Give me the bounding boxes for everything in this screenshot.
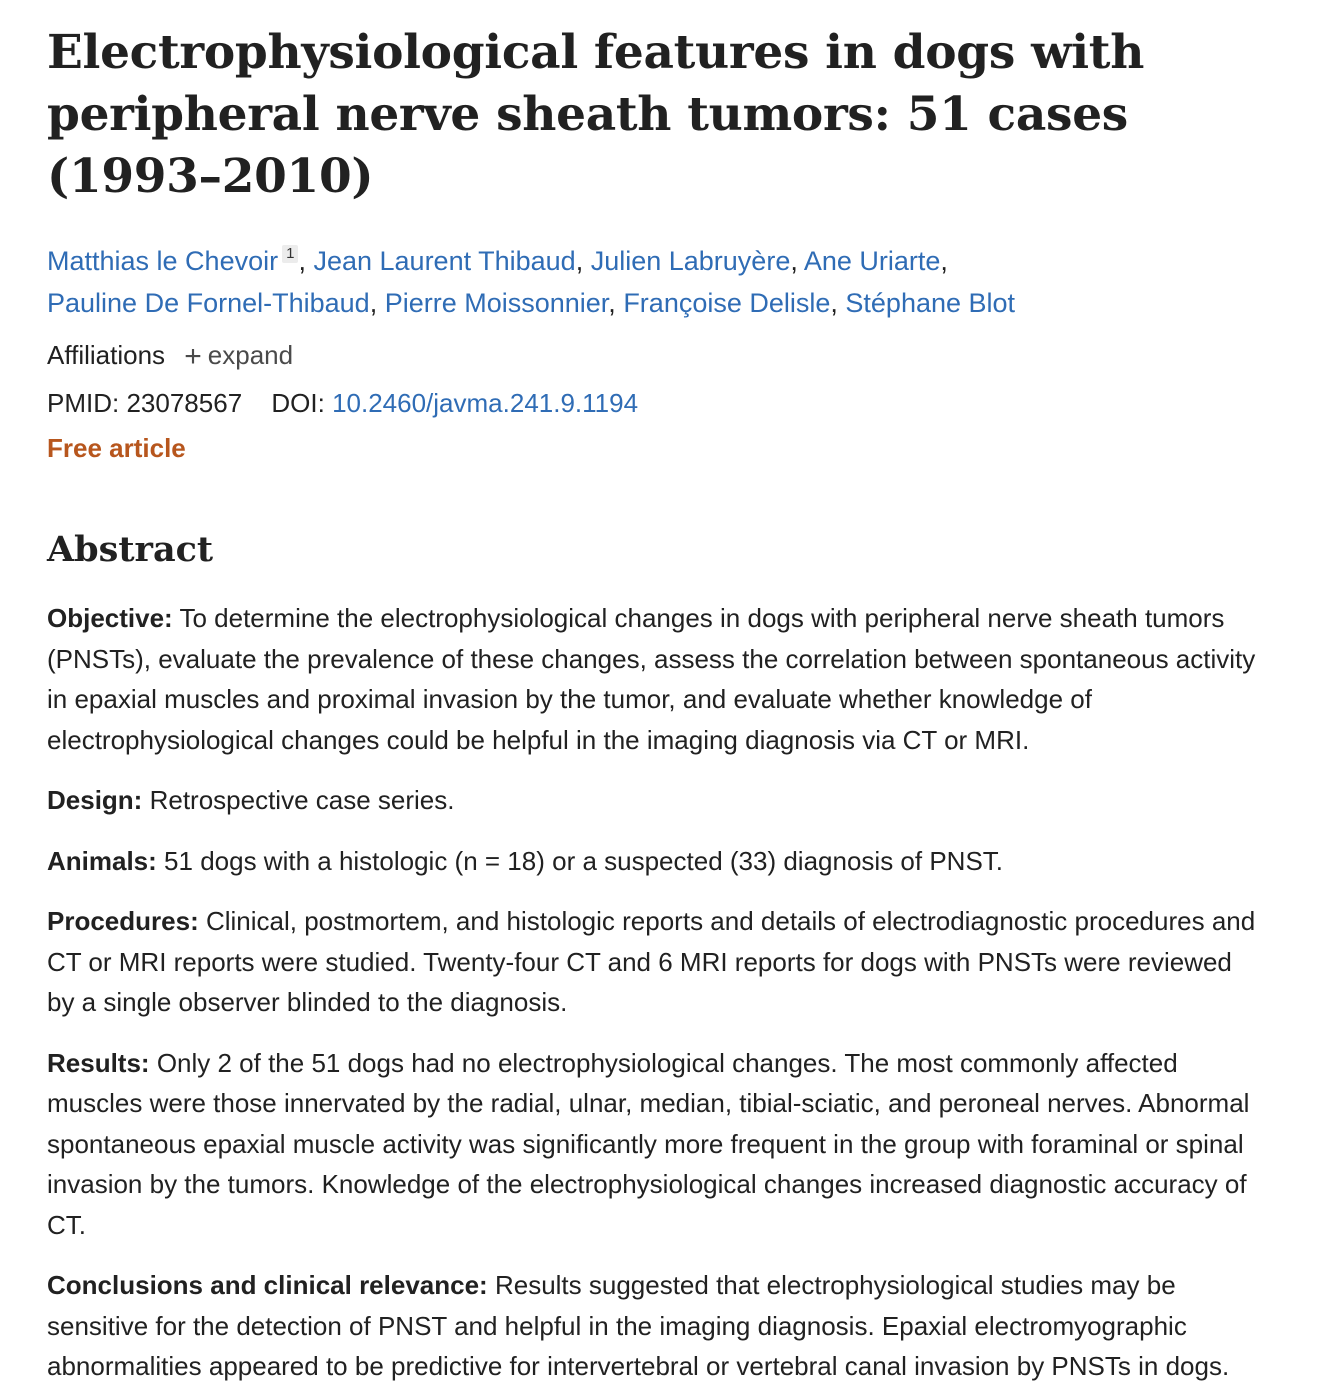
authors-list: Matthias le Chevoir 1 , Jean Laurent Thibaud, Julien Labruyère, Ane Uriarte, Pauline De Fornel-Thibaud, Pierre Moissonnier, Françoise Delisle, Stéphane Blot	[47, 245, 1016, 318]
section-label: Design:	[47, 785, 143, 815]
section-text: Retrospective case series.	[149, 785, 455, 815]
section-text: Clinical, postmortem, and histologic reports and details of electrodiagnostic procedures and CT or MRI reports were studied. Twenty-four CT and 6 MRI reports for dogs with PNSTs were reviewed by a single observer blinded to the diagnosis.	[47, 906, 1256, 1017]
author-link[interactable]: Matthias le Chevoir	[47, 246, 279, 276]
author-link[interactable]: Pauline De Fornel-Thibaud	[47, 288, 370, 318]
author-link[interactable]: Julien Labruyère	[590, 246, 791, 276]
pmid-value: 23078567	[126, 388, 243, 418]
author-link[interactable]: Stéphane Blot	[845, 288, 1016, 318]
author-link[interactable]: Françoise Delisle	[623, 288, 831, 318]
affiliations-row	[47, 338, 1260, 374]
doi-label: DOI:	[271, 388, 325, 418]
abstract-objective	[47, 598, 1260, 760]
section-label: Animals:	[47, 845, 157, 876]
abstract-conclusions	[47, 1265, 1260, 1387]
expand-affiliations-button[interactable]	[184, 338, 293, 374]
abstract-results	[47, 1043, 1260, 1246]
expand-label: expand	[207, 340, 294, 370]
abstract-heading: Abstract	[47, 529, 214, 570]
section-text: Only 2 of the 51 dogs had no electrophysiological changes. The most commonly affected muscles were those innervated by the radial, ulnar, median, tibial-sciatic, and peroneal nerves. Abnormal spontaneous epaxial muscle activity was significantly more frequent in the group with foraminal or spinal invasion by the tumors. Knowledge of the electrophysiological changes increased diagnostic accuracy of CT.	[47, 1047, 1250, 1240]
section-label: Procedures:	[47, 906, 199, 936]
author-link[interactable]: Jean Laurent Thibaud	[313, 246, 576, 276]
abstract-design	[47, 780, 1260, 821]
section-text: To determine the electrophysiological changes in dogs with peripheral nerve sheath tumors (PNSTs), evaluate the prevalence of these changes, assess the correlation between spontaneous activity in epaxial muscles and proximal invasion by the tumor, and evaluate whether knowledge of electrophysiological changes could be helpful in the imaging diagnosis via CT or MRI.	[47, 603, 1256, 755]
identifiers-row	[47, 386, 1260, 420]
affiliations-label: Affiliations	[47, 340, 166, 370]
plus-icon: +	[184, 340, 202, 373]
abstract-procedures	[47, 901, 1260, 1023]
doi-link[interactable]: 10.2460/javma.241.9.1194	[332, 388, 639, 418]
author-link[interactable]: Ane Uriarte	[803, 246, 941, 276]
free-article-badge: Free article	[47, 433, 186, 463]
abstract-animals	[47, 841, 1260, 882]
section-text: Results suggested that electrophysiological studies may be sensitive for the detection of PNST and helpful in the imaging diagnosis. Epaxial electromyographic abnormalities appeared to be predictive for intervertebral or vertebral canal invasion by PNSTs in dogs.	[47, 1270, 1230, 1381]
section-text: 51 dogs with a histologic (n = 18) or a suspected (33) diagnosis of PNST.	[164, 845, 1004, 876]
section-label: Conclusions and clinical relevance:	[47, 1270, 488, 1300]
section-label: Results:	[47, 1047, 150, 1078]
section-label: Objective:	[47, 603, 173, 633]
pmid-label: PMID:	[47, 388, 120, 418]
article-title: Electrophysiological features in dogs with peripheral nerve sheath tumors: 51 cases (1993–2010)	[47, 25, 1145, 204]
affiliation-marker[interactable]: 1	[282, 245, 298, 263]
author-link[interactable]: Pierre Moissonnier	[384, 288, 609, 318]
